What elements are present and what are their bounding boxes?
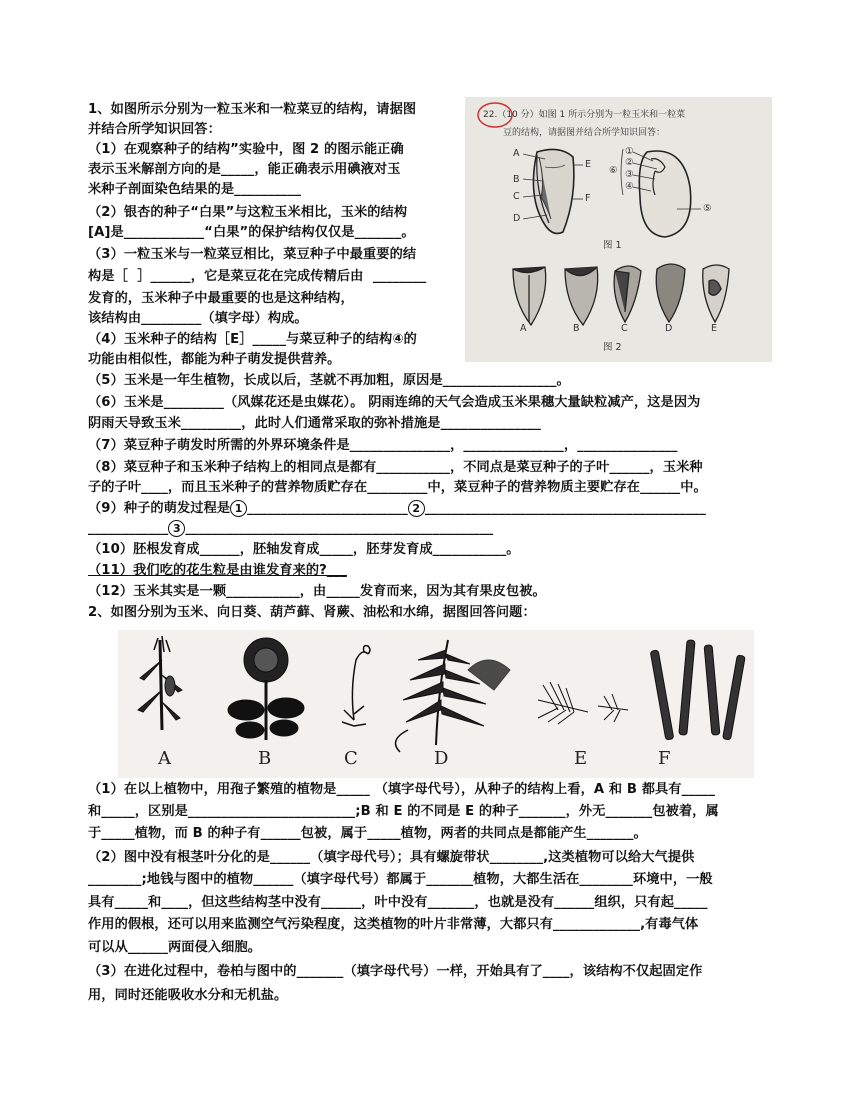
q1-line: （1）在观察种子的结构”实验中，图 2 的图示能正确 [88, 142, 404, 157]
q1-line: （11）我们吃的花生粒是由谁发育来的?___ [88, 563, 347, 578]
q1-line: 表示玉米解剖方向的是_____，能正确表示用碘液对玉 [88, 162, 401, 177]
fig1-label: F [585, 193, 591, 204]
plant-letter: D [434, 748, 449, 769]
q1-line: （5）玉米是一年生植物，长成以后，茎就不再加粗，原因是_________________。 [88, 373, 570, 388]
q1-line: （8）菜豆种子和玉米种子结构上的相同点是都有___________，不同点是菜豆种子的子叶______，玉米种 [88, 460, 703, 475]
blank: ______________________________________________ [185, 521, 494, 536]
plants-figure [118, 630, 754, 778]
q9-label: （9）种子的萌发过程是 [88, 501, 231, 516]
circle-2: 2 [408, 500, 425, 517]
q2-line: 和_____，区别是_________________________;B 和 E 的不同是 E 的种子_______，外无_______包被着，属 [88, 804, 719, 819]
q1-line: （10）胚根发育成______，胚轴发育成_____，胚芽发育成___________。 [88, 542, 520, 557]
fig1-num: ⑥ [609, 165, 618, 176]
q1-line: 1、如图所示分别为一粒玉米和一粒菜豆的结构，请据图 [88, 102, 417, 117]
q1-line: （12）玉米其实是一颗___________，由_____发育而来，因为其有果皮包被。 [88, 584, 546, 599]
plant-letter: C [344, 748, 358, 769]
circle-1: 1 [230, 500, 247, 517]
q2-line: （1）在以上植物中，用孢子繁殖的植物是_____ （填字母代号），从种子的结构上看，A 和 B 都具有_____ [88, 782, 716, 797]
plant-letter: B [258, 748, 272, 769]
blank: ____________ [88, 521, 169, 536]
q1-line: （3）一粒玉米与一粒菜豆相比，菜豆种子中最重要的结 [88, 247, 417, 262]
q1-line-9 [88, 499, 706, 519]
q2-line: ________;地钱与图中的植物______（填字母代号）都属于_______植物，大都生活在________环境中，一般 [88, 872, 713, 887]
q1-line: （7）菜豆种子萌发时所需的外界环境条件是_______________，_______________，_______________ [88, 438, 678, 453]
fig1-header: 22.（10 分）如图 1 所示分别为一粒玉米和一粒菜 [483, 110, 686, 120]
fig1-num: ② [625, 157, 634, 168]
q1-line: [A]是____________“白果”的保护结构仅仅是_______。 [88, 225, 415, 240]
fig1-num: ① [625, 146, 634, 157]
fig1-label: B [513, 174, 520, 185]
fig2-letter: E [711, 323, 718, 334]
q2-line: 具有_____和____，但这些结构茎中没有______，叶中没有_______，也就是没有______组织，只有起_____ [88, 895, 708, 910]
fig1-header2: 豆的结构，请据图并结合所学知识回答： [503, 128, 666, 138]
q2-title: 2、如图分别为玉米、向日葵、葫芦藓、肾蕨、油松和水绵，据图回答问题： [88, 605, 536, 620]
q1-line: 子的子叶____，而且玉米种子的营养物质贮存在_________中，菜豆种子的营养物质主要贮存在______中。 [88, 480, 707, 495]
q1-line: （4）玉米种子的结构［E］_____与菜豆种子的结构④的 [88, 332, 417, 347]
q1-line: 该结构由_________（填字母）构成。 [88, 311, 308, 326]
fig2-letter: A [520, 323, 527, 334]
fig1-num: ⑤ [703, 203, 712, 214]
fig1-num: ③ [625, 169, 634, 180]
fig2-letter: B [573, 323, 580, 334]
fig1-label: D [513, 213, 521, 224]
q1-line: 功能由相似性，都能为种子萌发提供营养。 [88, 352, 341, 367]
q1-line: 发育的，玉米种子中最重要的也是这种结构， [88, 291, 354, 306]
q1-line-9b [88, 519, 493, 539]
q2-line: 可以从______两面侵入细胞。 [88, 940, 262, 955]
plant-letter: E [574, 748, 588, 769]
circle-3: 3 [168, 520, 185, 537]
q1-line: （6）玉米是_________（风媒花还是虫媒花）。 阴雨连绵的天气会造成玉米果穗大量缺粒减产，这是因为 [88, 395, 701, 410]
fig2-letter: C [621, 323, 628, 334]
q1-line: 构是［ ］______，它是菜豆花在完成传精后由 ________ [88, 269, 427, 284]
fig1-label: A [513, 148, 520, 159]
fig2-letter: D [665, 323, 673, 334]
q2-line: （2）图中没有根茎叶分化的是______（填字母代号）；具有螺旋带状________,这类植物可以给大气提供 [88, 850, 695, 865]
plant-letter: F [658, 748, 671, 769]
q1-line: 并结合所学知识回答： [88, 122, 221, 137]
q1-line: 阴雨天导致玉米_________，此时人们通常采取的弥补措施是_______________ [88, 416, 541, 431]
fig1-caption: 图 1 [603, 240, 622, 251]
fig1-num: ④ [625, 181, 634, 192]
blank: ________________________ [247, 501, 408, 516]
q2-line: （3）在进化过程中，卷柏与图中的_______（填字母代号）一样，开始具有了____，该结构不仅起固定作 [88, 964, 703, 979]
seed-structure-figure [465, 97, 772, 362]
blank: __________________________________________ [424, 501, 706, 516]
q2-line: 作用的假根，还可以用来监测空气污染程度，这类植物的叶片非常薄，大都只有_____________,有毒气体 [88, 917, 699, 932]
q1-line: 米种子剖面染色结果的是__________ [88, 182, 302, 197]
fig2-caption: 图 2 [603, 342, 622, 353]
fig1-label: C [513, 191, 520, 202]
plant-letter: A [158, 748, 171, 769]
q2-line: 用，同时还能吸收水分和无机盐。 [88, 988, 288, 1003]
q2-line: 于_____植物，而 B 的种子有______包被，属于_____植物，两者的共同点是都能产生_______。 [88, 826, 647, 841]
fig1-label: E [585, 159, 592, 170]
q1-line: （2）银杏的种子“白果”与这粒玉米相比，玉米的结构 [88, 205, 408, 220]
